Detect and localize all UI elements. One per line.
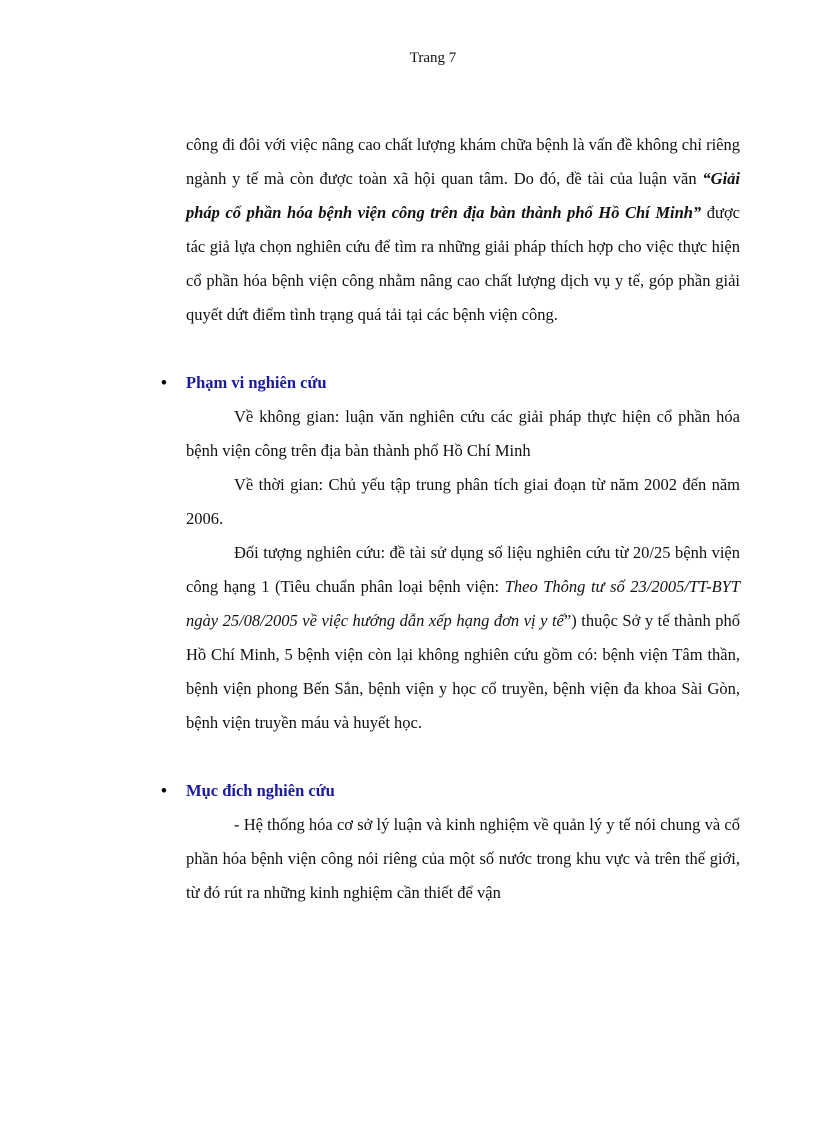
scope-heading xyxy=(161,366,740,400)
spacer xyxy=(186,740,740,774)
bullet-icon: • xyxy=(161,373,167,392)
purpose-item-1: - Hệ thống hóa cơ sở lý luận và kinh nghiệm về quản lý y tế nói chung và cổ phần hóa bệnh viện công nói riêng của một số nước trong khu vực và trên thế giới, từ đó rút ra những kinh nghiệm cần thiết để vận xyxy=(186,815,740,902)
intro-text-part1: công đi đôi với việc nâng cao chất lượng khám chữa bệnh là vấn đề không chỉ riêng ngành y tế mà còn được toàn xã hội quan tâm. Do đó, đề tài của luận văn xyxy=(186,135,740,188)
spacer xyxy=(186,332,740,366)
object-text-part1: Đối tượng nghiên cứu: đề tài sử dụng số liệu nghiên cứu từ 20/25 bệnh viện công hạng 1 (Tiêu chuẩn phân loại bệnh viện: xyxy=(186,543,740,596)
scope-heading-text: Phạm vi nghiên cứu xyxy=(186,373,327,392)
intro-text-part2: được tác giả lựa chọn nghiên cứu để tìm ra những giải pháp thích hợp cho việc thực hiện cổ phần hóa bệnh viện công nhằm nâng cao chất lượng dịch vụ y tế, góp phần giải quyết dứt điểm tình trạng quá tải tại các bệnh viện công. xyxy=(186,203,740,324)
circular-reference: Theo Thông tư số 23/2005/TT-BYT ngày 25/08/2005 về việc hướng dẫn xếp hạng đơn vị y tế xyxy=(186,577,741,630)
page-number: Trang 7 xyxy=(409,50,457,66)
scope-time-paragraph: Về thời gian: Chủ yếu tập trung phân tích giai đoạn từ năm 2002 đến năm 2006. xyxy=(186,475,740,528)
purpose-heading-text: Mục đích nghiên cứu xyxy=(186,781,335,800)
bullet-icon: • xyxy=(161,781,167,800)
purpose-heading xyxy=(161,774,740,808)
scope-space-paragraph: Về không gian: luận văn nghiên cứu các giải pháp thực hiện cổ phần hóa bệnh viện công trên địa bàn thành phố Hồ Chí Minh xyxy=(186,407,740,460)
scope-object-paragraph xyxy=(186,536,740,740)
object-text-part2: ”) thuộc Sở y tế thành phố Hồ Chí Minh, 5 bệnh viện còn lại không nghiên cứu gồm có: bệnh viện Tâm thần, bệnh viện phong Bến Sắn, bệnh viện y học cổ truyền, bệnh viện đa khoa Sài Gòn, bệnh viện truyền máu và huyết học. xyxy=(186,611,740,732)
thesis-title: “Giải pháp cổ phần hóa bệnh viện công trên địa bàn thành phố Hồ Chí Minh” xyxy=(186,169,740,222)
intro-paragraph xyxy=(186,128,740,332)
document-body xyxy=(161,128,741,910)
